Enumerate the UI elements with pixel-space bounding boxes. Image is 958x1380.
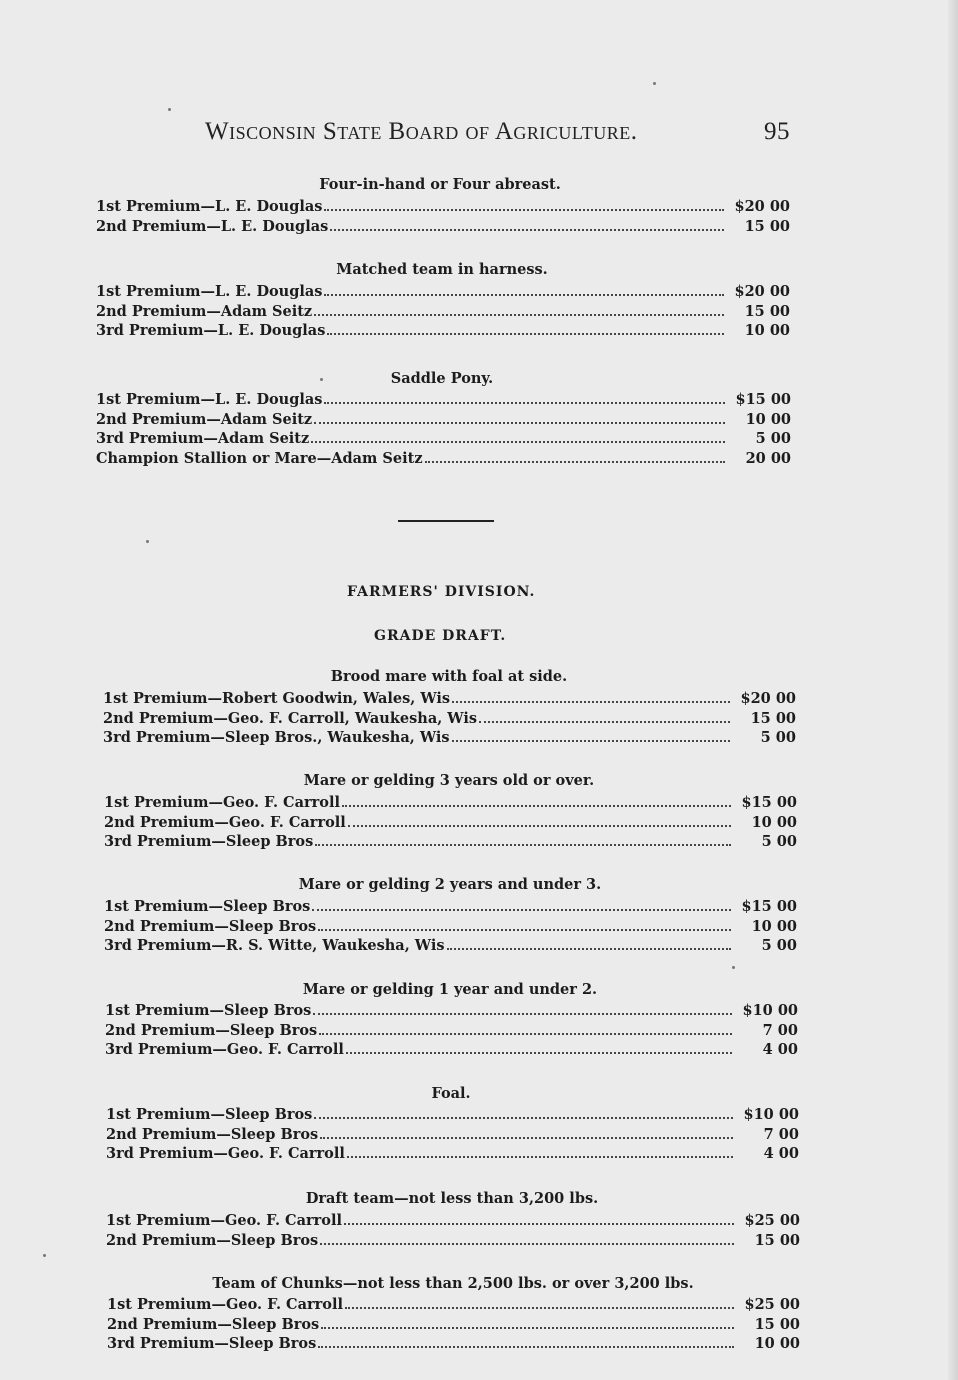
dot-leader	[425, 447, 725, 463]
award-entry: 1st Premium—Robert Goodwin, Wales, Wis	[103, 690, 451, 707]
award-entry: 3rd Premium—Geo. F. Carroll	[105, 1041, 344, 1058]
award-entry: 2nd Premium—Adam Seitz	[96, 411, 313, 428]
award-entry: 1st Premium—L. E. Douglas	[96, 198, 323, 215]
dot-leader	[346, 1038, 732, 1054]
section-heading: Saddle Pony.	[390, 370, 494, 387]
award-row	[103, 726, 796, 746]
award-entry: 1st Premium—Sleep Bros	[105, 1002, 312, 1019]
award-amount: 5 00	[760, 729, 796, 746]
section-heading: Four-in-hand or Four abreast.	[319, 176, 561, 193]
award-amount: $15 00	[735, 391, 791, 408]
award-entry: 3rd Premium—R. S. Witte, Waukesha, Wis	[104, 937, 445, 954]
award-amount: $20 00	[734, 283, 790, 300]
section-heading: Brood mare with foal at side.	[330, 668, 568, 685]
award-amount: 20 00	[745, 450, 791, 467]
section-heading: Mare or gelding 2 years and under 3.	[298, 876, 602, 893]
award-row	[96, 447, 791, 467]
paper-speck	[653, 82, 656, 85]
award-amount: 5 00	[761, 833, 797, 850]
award-amount: $15 00	[741, 898, 797, 915]
award-row	[96, 280, 790, 300]
award-row	[103, 707, 796, 727]
award-amount: $25 00	[744, 1212, 800, 1229]
dot-leader	[314, 1103, 733, 1119]
section-heading: Team of Chunks—not less than 2,500 lbs. or over 3,200 lbs.	[212, 1275, 694, 1292]
award-entry: 2nd Premium—Sleep Bros	[106, 1126, 319, 1143]
dot-leader	[320, 1229, 734, 1245]
dot-leader	[318, 915, 731, 931]
award-entry: 3rd Premium—Sleep Bros	[104, 833, 314, 850]
award-row	[104, 915, 797, 935]
award-entry: 3rd Premium—Adam Seitz	[96, 430, 310, 447]
award-row	[106, 1103, 799, 1123]
award-row	[103, 687, 796, 707]
award-entry: 2nd Premium—Sleep Bros	[107, 1316, 320, 1333]
dot-leader	[314, 300, 724, 316]
award-entry: 3rd Premium—Sleep Bros	[107, 1335, 317, 1352]
award-row	[96, 319, 790, 339]
award-amount: $15 00	[741, 794, 797, 811]
dot-leader	[347, 1142, 733, 1158]
dot-leader	[321, 1313, 734, 1329]
award-amount: 5 00	[761, 937, 797, 954]
award-entry: 2nd Premium—Sleep Bros	[106, 1232, 319, 1249]
award-amount: 4 00	[763, 1145, 799, 1162]
award-row	[104, 791, 797, 811]
paper-speck	[732, 966, 735, 969]
award-entry: Champion Stallion or Mare—Adam Seitz	[96, 450, 423, 467]
section-heading: Mare or gelding 1 year and under 2.	[302, 981, 598, 998]
award-amount: 15 00	[744, 303, 790, 320]
award-amount: 15 00	[754, 1232, 800, 1249]
page-edge-shadow	[948, 0, 958, 1380]
dot-leader	[319, 1019, 732, 1035]
section-divider-rule	[398, 520, 494, 522]
page-number: 95	[764, 118, 790, 145]
award-amount: 15 00	[750, 710, 796, 727]
dot-leader	[344, 1209, 734, 1225]
award-entry: 2nd Premium—Sleep Bros	[104, 918, 317, 935]
dot-leader	[313, 999, 732, 1015]
award-row	[96, 195, 790, 215]
award-entry: 1st Premium—Sleep Bros	[106, 1106, 313, 1123]
award-entry: 1st Premium—L. E. Douglas	[96, 391, 323, 408]
dot-leader	[327, 319, 724, 335]
award-row	[104, 830, 797, 850]
award-row	[105, 999, 798, 1019]
award-amount: $10 00	[742, 1002, 798, 1019]
dot-leader	[479, 707, 730, 723]
award-row	[96, 300, 790, 320]
dot-leader	[345, 1293, 734, 1309]
section-heading: Matched team in harness.	[336, 261, 548, 278]
dot-leader	[447, 934, 731, 950]
award-amount: 4 00	[762, 1041, 798, 1058]
award-entry: 2nd Premium—L. E. Douglas	[96, 218, 329, 235]
running-head	[205, 118, 790, 150]
award-amount: 5 00	[755, 430, 791, 447]
dot-leader	[314, 408, 725, 424]
dot-leader	[324, 388, 725, 404]
paper-speck	[146, 540, 149, 543]
award-row	[106, 1142, 799, 1162]
award-entry: 2nd Premium—Adam Seitz	[96, 303, 313, 320]
award-entry: 1st Premium—L. E. Douglas	[96, 283, 323, 300]
award-amount: 10 00	[751, 814, 797, 831]
award-entry: 3rd Premium—Sleep Bros., Waukesha, Wis	[103, 729, 450, 746]
award-amount: 10 00	[751, 918, 797, 935]
award-amount: 10 00	[754, 1335, 800, 1352]
award-amount: $10 00	[743, 1106, 799, 1123]
dot-leader	[311, 427, 725, 443]
award-row	[106, 1123, 799, 1143]
award-row	[104, 895, 797, 915]
award-amount: $20 00	[734, 198, 790, 215]
running-head-title: Wisconsin State Board of Agriculture.	[205, 118, 638, 145]
award-entry: 3rd Premium—L. E. Douglas	[96, 322, 326, 339]
award-row	[105, 1019, 798, 1039]
award-entry: 1st Premium—Sleep Bros	[104, 898, 311, 915]
dot-leader	[315, 830, 731, 846]
award-entry: 3rd Premium—Geo. F. Carroll	[106, 1145, 345, 1162]
dot-leader	[330, 215, 724, 231]
award-amount: 10 00	[745, 411, 791, 428]
award-row	[104, 811, 797, 831]
paper-speck	[320, 378, 323, 381]
dot-leader	[348, 811, 731, 827]
award-entry: 2nd Premium—Geo. F. Carroll, Waukesha, Wis	[103, 710, 478, 727]
award-amount: 10 00	[744, 322, 790, 339]
dot-leader	[320, 1123, 733, 1139]
dot-leader	[452, 687, 730, 703]
award-entry: 1st Premium—Geo. F. Carroll	[106, 1212, 342, 1229]
award-entry: 2nd Premium—Sleep Bros	[105, 1022, 318, 1039]
award-amount: 15 00	[754, 1316, 800, 1333]
award-row	[107, 1293, 800, 1313]
section-heading: Foal.	[431, 1085, 471, 1102]
award-row	[96, 388, 791, 408]
award-row	[106, 1209, 800, 1229]
award-row	[96, 215, 790, 235]
section-heading: Mare or gelding 3 years old or over.	[303, 772, 595, 789]
division-title: FARMERS' DIVISION.	[347, 584, 536, 600]
award-entry: 1st Premium—Geo. F. Carroll	[104, 794, 340, 811]
award-amount: $20 00	[740, 690, 796, 707]
award-amount: $25 00	[744, 1296, 800, 1313]
award-row	[107, 1313, 800, 1333]
award-row	[96, 427, 791, 447]
award-amount: 7 00	[762, 1022, 798, 1039]
class-title: GRADE DRAFT.	[374, 628, 507, 644]
award-entry: 2nd Premium—Geo. F. Carroll	[104, 814, 346, 831]
section-heading: Draft team—not less than 3,200 lbs.	[305, 1190, 599, 1207]
award-entry: 1st Premium—Geo. F. Carroll	[107, 1296, 343, 1313]
dot-leader	[324, 280, 724, 296]
award-amount: 15 00	[744, 218, 790, 235]
dot-leader	[312, 895, 731, 911]
dot-leader	[452, 726, 730, 742]
paper-speck	[43, 1254, 46, 1257]
award-row	[105, 1038, 798, 1058]
award-row	[107, 1332, 800, 1352]
award-row	[96, 408, 791, 428]
dot-leader	[342, 791, 731, 807]
award-amount: 7 00	[763, 1126, 799, 1143]
dot-leader	[324, 195, 724, 211]
award-row	[106, 1229, 800, 1249]
dot-leader	[318, 1332, 734, 1348]
award-row	[104, 934, 797, 954]
paper-speck	[168, 108, 171, 111]
